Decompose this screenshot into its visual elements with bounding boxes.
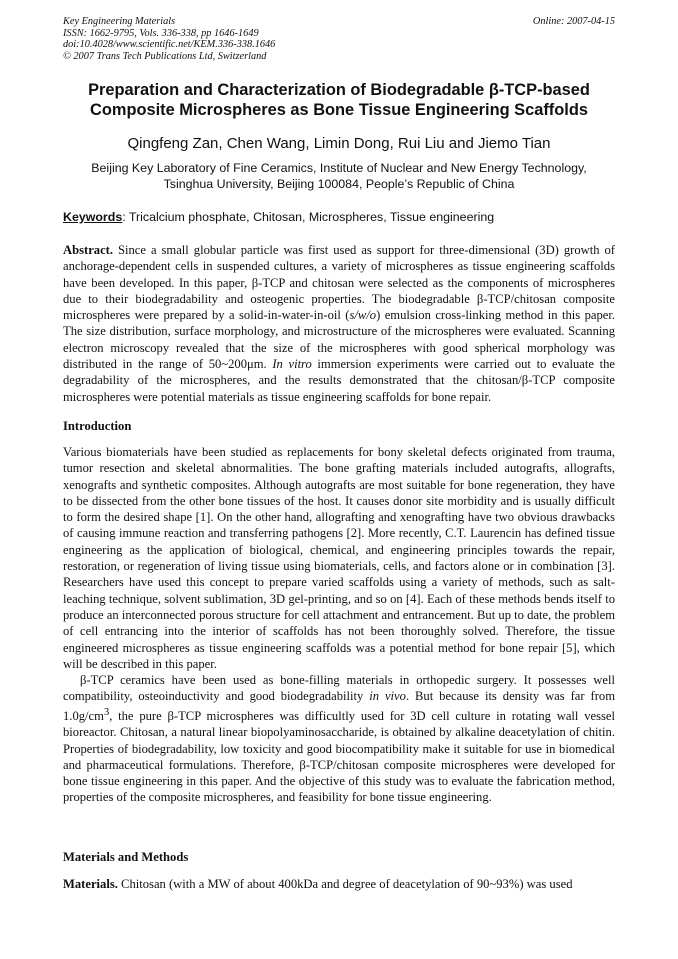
copyright-line: © 2007 Trans Tech Publications Ltd, Switzerland	[63, 50, 267, 62]
journal-header	[63, 16, 615, 62]
intro-p2-text-c: , the pure β-TCP microspheres was difficultly used for 3D cell culture in rotating wall vessel bioreactor. Chitosan, a natural linear biopolyaminosaccharide, is obtained by alkaline deacetylation of chitin. Properties of biodegradability, low toxicity and good biocompatibility make it suitable for use in biomedical and pharmaceutical formulations. Therefore, β-TCP/chitosan composite microspheres were developed for bone tissue engineering in this paper. And the objective of this study was to evaluate the fabrication method, properties of the composite microspheres, and feasibility for bone tissue engineering.	[63, 708, 615, 805]
intro-p2-text-b: . But because its density was far from 1.0g/cm	[63, 689, 615, 723]
abstract-text-3: immersion experiments were carried out to evaluate the degradability of the microspheres, and the results demonstrated that the chitosan/β-TCP composite microspheres were potential materials as tissue engineering scaffolds for bone repair.	[63, 357, 615, 404]
author-list: Qingfeng Zan, Chen Wang, Limin Dong, Rui Liu and Jiemo Tian	[127, 135, 551, 152]
title-line-1: Preparation and Characterization of Biodegradable β-TCP-based	[88, 81, 590, 99]
introduction-paragraph-2	[63, 672, 615, 806]
paper-title	[40, 80, 638, 120]
issn-line: ISSN: 1662-9795, Vols. 336-338, pp 1646-1649	[63, 27, 259, 39]
introduction-body	[63, 444, 615, 806]
keywords-list: : Tricalcium phosphate, Chitosan, Microspheres, Tissue engineering	[122, 210, 495, 224]
methods-heading: Materials and Methods	[63, 850, 189, 864]
journal-name: Key Engineering Materials	[63, 16, 176, 27]
keywords-label: Keywords	[63, 210, 123, 224]
doi-line: doi:10.4028/www.scientific.net/KEM.336-338.1646	[63, 39, 276, 51]
abstract-text-1: Since a small globular particle was first used as support for three-dimensional (3D) growth of anchorage-dependent cells in suspended cultures, a variety of microspheres as tissue engineering scaffolds have been developed. In this paper, β-TCP and chitosan were selected as the components of microspheres due to their biodegradability and osteogenic properties. The biodegradable β-TCP/chitosan composite microspheres were prepared by a solid-in-water-in-oil (	[63, 243, 615, 323]
materials-text: Chitosan (with a MW of about 400kDa and degree of deacetylation of 90~93%) was used	[117, 877, 573, 891]
online-date: Online: 2007-04-15	[532, 16, 615, 27]
affiliation-line-1: Beijing Key Laboratory of Fine Ceramics, Institute of Nuclear and New Energy Technology,	[91, 161, 587, 175]
affiliation-line-2: Tsinghua University, Beijing 100084, People’s Republic of China	[163, 177, 515, 191]
introduction-paragraph-1: Various biomaterials have been studied as replacements for bony skeletal defects originated from trauma, tumor resection and skeletal abnormalities. The bone grafting materials included autografts, allografts, xenografts and synthetic composites. Although autografts are most suitable for bone regeneration, they have to be dissected from the other bone tissues of the host. It causes donor site morbidity and is usually difficult to form the desired shape [1]. On the other hand, allografting and xenografting have two obvious drawbacks of causing immune reaction and transferring pathogens [2]. More recently, C.T. Laurencin has defined tissue engineering as the application of biological, chemical, and engineering principles towards the repair, restoration, or regeneration of living tissue using biomaterials, cells, and factors alone or in combination [3]. Researchers have used this concept to prepare varied scaffolds using a variety of methods, such as salt-leaching technique, solvent sublimation, 3D gel-printing, and so on [4]. Each of these methods bends itself to produce an interconnected porous structure for cell attachment and entrancement. But up to date, the problem of cell entrancing into the interior of scaffolds has not been thoroughly solved. Therefore, the tissue engineered microspheres as tissue engineering scaffolds was a potential method for bone repair [5], which will be described in this paper.	[63, 445, 615, 671]
abstract-swo: s/w/o	[349, 308, 377, 323]
materials-paragraph	[63, 876, 615, 892]
abstract-text-2: ) emulsion cross-linking method in this paper. The size distribution, surface morphology, and microstructure of the microspheres were evaluated. Scanning electron microscopy revealed that the size of the microspheres with good spherical morphology was distributed in the range of 50~200μm.	[63, 308, 615, 372]
abstract	[63, 242, 615, 405]
affiliation	[40, 160, 638, 192]
intro-p2-text-a: β-TCP ceramics have been used as bone-filling materials in orthopedic surgery. It possesses well compatibility, osteoinductivity and good biodegradability	[63, 673, 615, 704]
introduction-heading: Introduction	[63, 419, 132, 433]
intro-p2-invivo: in vivo	[369, 689, 406, 704]
intro-p2-superscript: 3	[103, 706, 110, 718]
keywords	[63, 210, 615, 225]
abstract-label: Abstract.	[63, 243, 114, 257]
abstract-invitro: In vitro	[272, 357, 312, 372]
title-line-2: Composite Microspheres as Bone Tissue Engineering Scaffolds	[90, 101, 588, 119]
materials-label: Materials.	[63, 877, 118, 891]
